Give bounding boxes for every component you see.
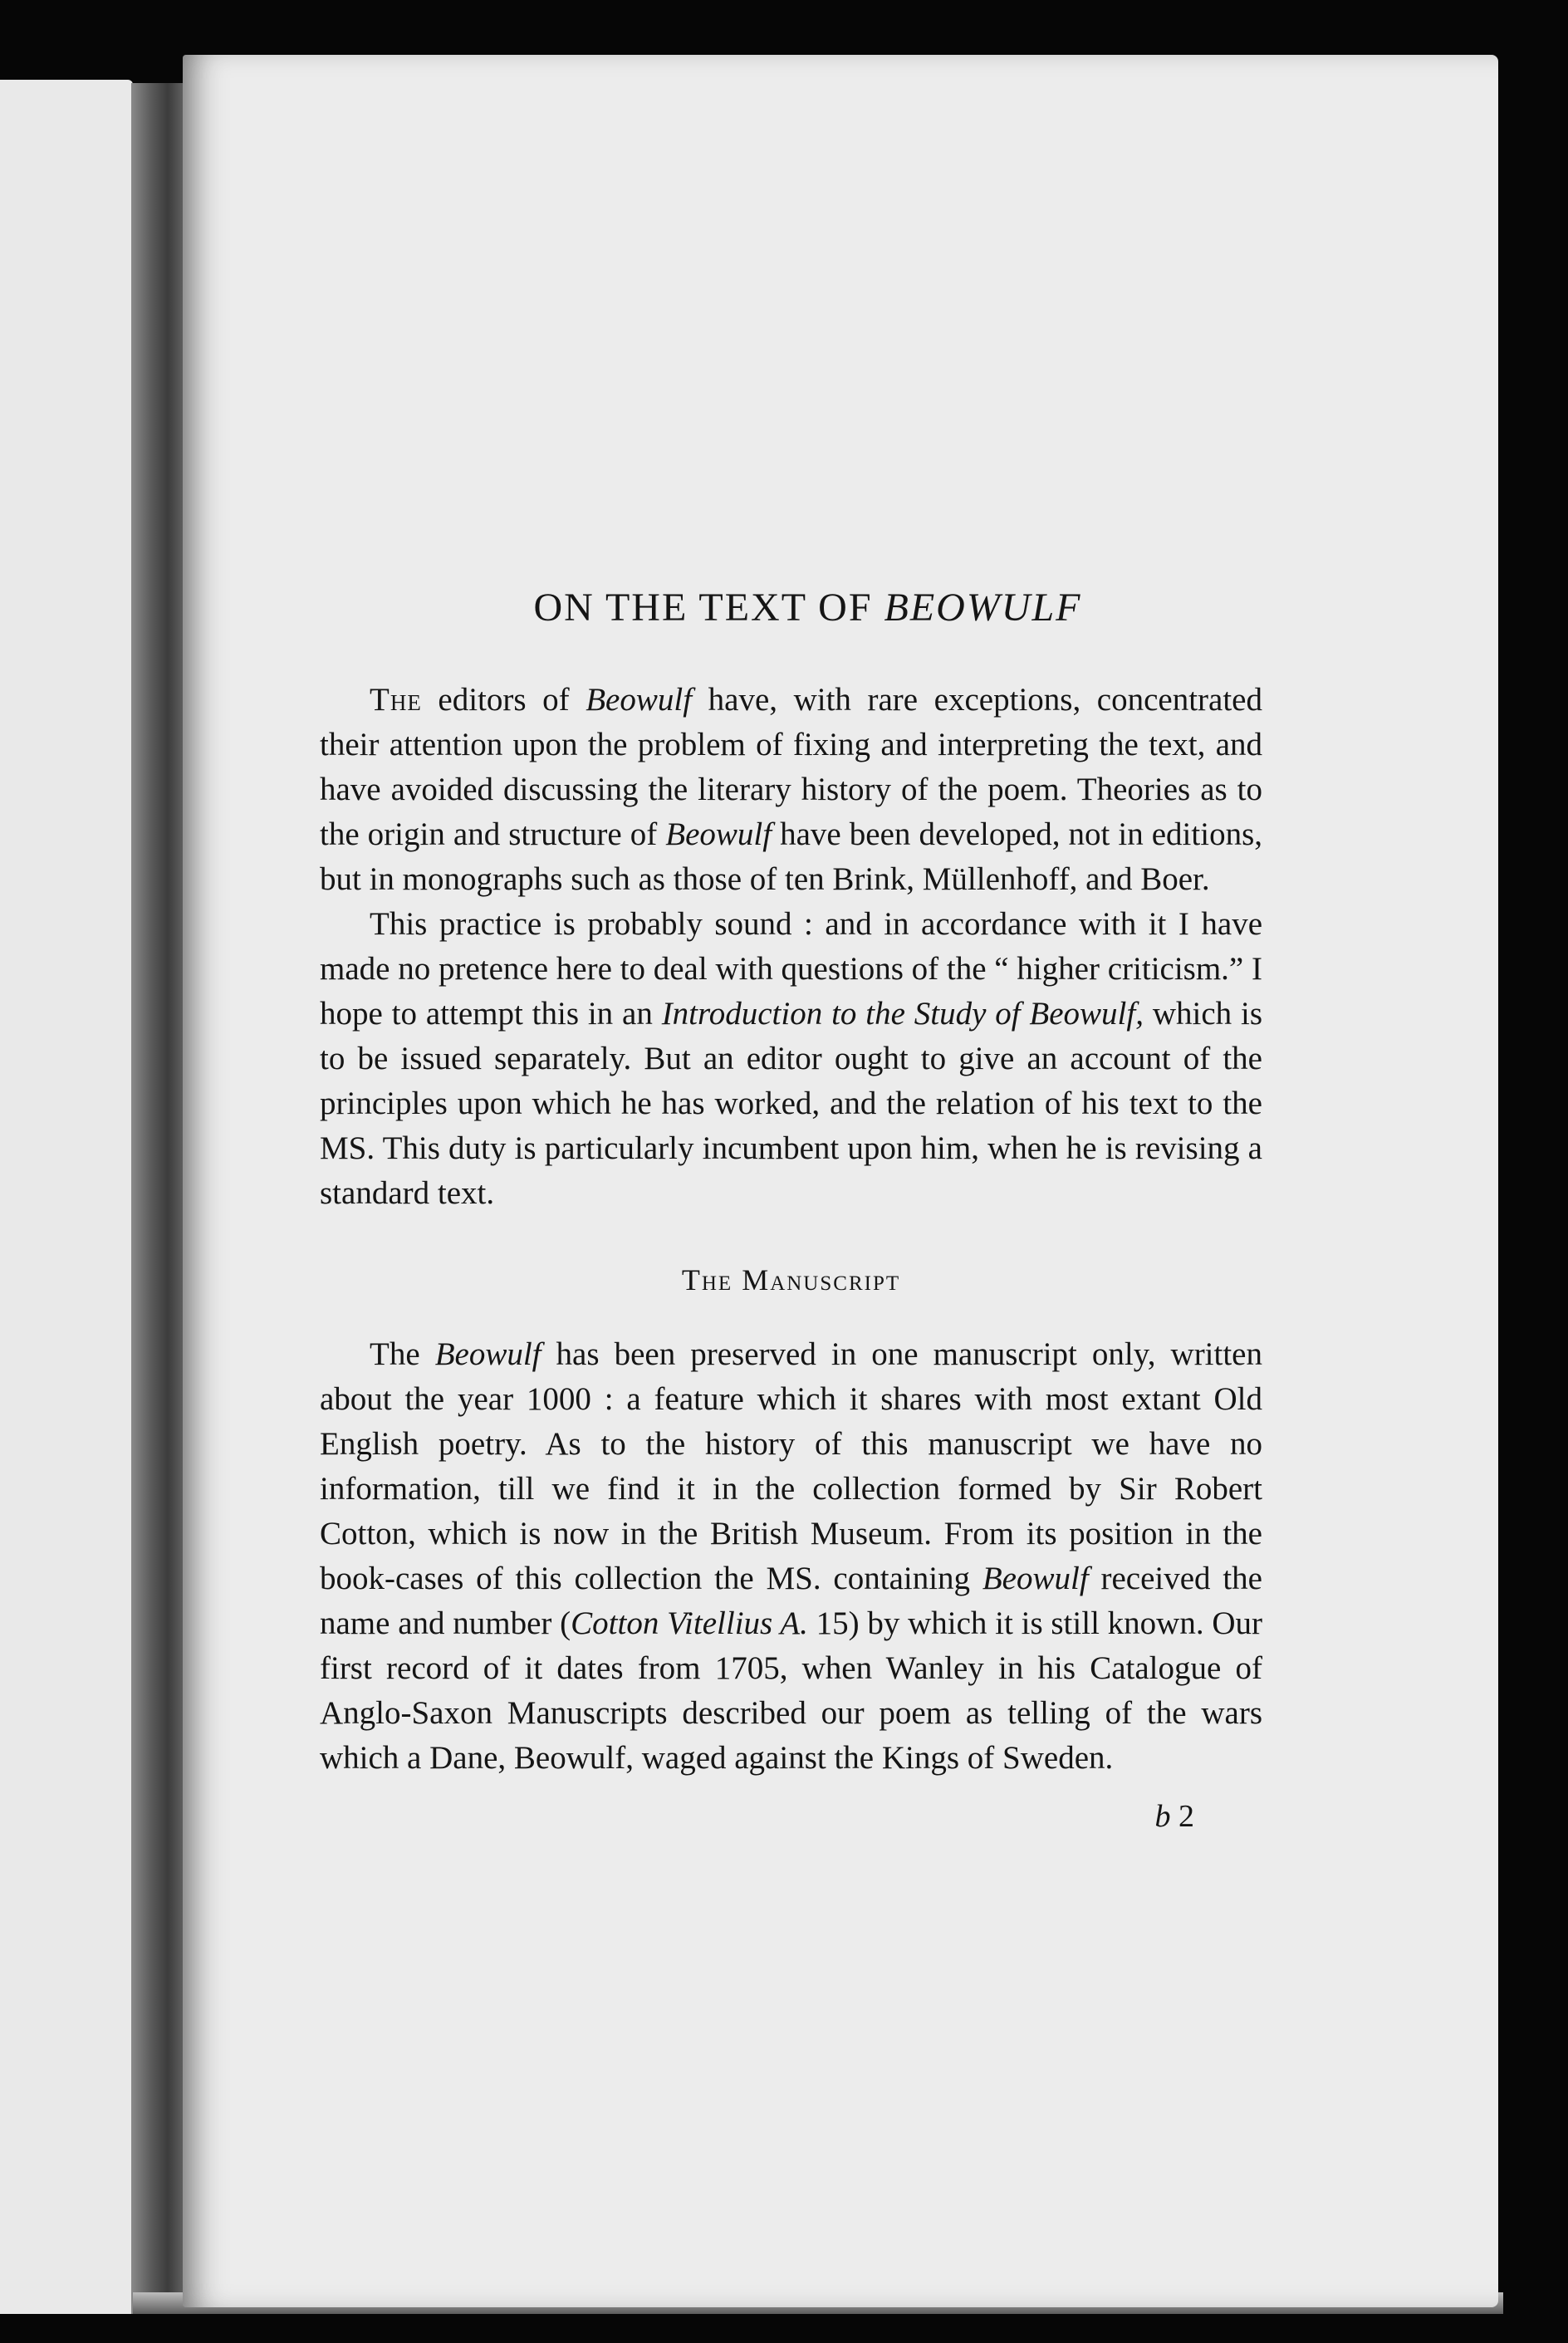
- italic-title: Introduction to the Study of Beowulf,: [661, 996, 1144, 1032]
- page-title-italic: BEOWULF: [884, 586, 1082, 630]
- paragraph-text: have been developed, not in editions, but in monographs such as those of ten Brink, Müllenhoff, and Boer.: [320, 816, 1262, 897]
- paragraph-text: editors of: [421, 682, 586, 718]
- page-title-prefix: ON THE TEXT OF: [533, 586, 884, 630]
- paragraph-text: This practice is probably sound : and in accordance with it I have made no pretence here to deal with questions of the “ higher criticism.” I hope to attempt this in an: [320, 906, 1262, 1032]
- paragraph-lead-word: The: [370, 682, 422, 718]
- paragraph-practice: [320, 902, 1262, 1216]
- paragraph-manuscript: [320, 1332, 1262, 1781]
- signature-letter: b: [1154, 1799, 1171, 1834]
- italic-title: Beowulf: [665, 816, 772, 852]
- italic-title: Beowulf: [586, 682, 693, 718]
- page-title: [320, 581, 1262, 635]
- paragraph-text: The: [370, 1336, 435, 1372]
- paragraph-text: received the name and number (: [320, 1561, 1262, 1641]
- paragraph-text: 15) by which it is still known. Our first record of it dates from 1705, when Wanley in his Catalogue of Anglo-Saxon Manuscripts described our poem as telling of the wars which a Dane, Beowulf, waged against the Kings of Sweden.: [320, 1605, 1262, 1776]
- signature-mark: [320, 1794, 1262, 1839]
- page-text: [320, 581, 1262, 1839]
- paragraph-editors: [320, 678, 1262, 902]
- paragraph-text: has been preserved in one manuscript only, written about the year 1000 : a feature which it shares with most extant Old English poetry. As to the history of this manuscript we have no information, till we find it in the collection formed by Sir Robert Cotton, which is now in the British Museum. From its position in the book-cases of this collection the MS. containing: [320, 1336, 1262, 1596]
- previous-page-edge: [0, 80, 133, 2314]
- italic-title: Cotton Vitellius A.: [571, 1605, 808, 1641]
- paragraph-text: which is to be issued separately. But an editor ought to give an account of the principles upon which he has worked, and the relation of his text to the MS. This duty is particularly incumbent upon him, when he is revising a standard text.: [320, 996, 1262, 1211]
- italic-title: Beowulf: [982, 1561, 1089, 1596]
- signature-number: 2: [1170, 1799, 1194, 1834]
- italic-title: Beowulf: [434, 1336, 541, 1372]
- paragraph-text: have, with rare exceptions, concentrated their attention upon the problem of fixing and interpreting the text, and have avoided discussing the literary history of the poem. Theories as to the origin and structure of: [320, 682, 1262, 852]
- section-heading: The Manuscript: [681, 1263, 901, 1296]
